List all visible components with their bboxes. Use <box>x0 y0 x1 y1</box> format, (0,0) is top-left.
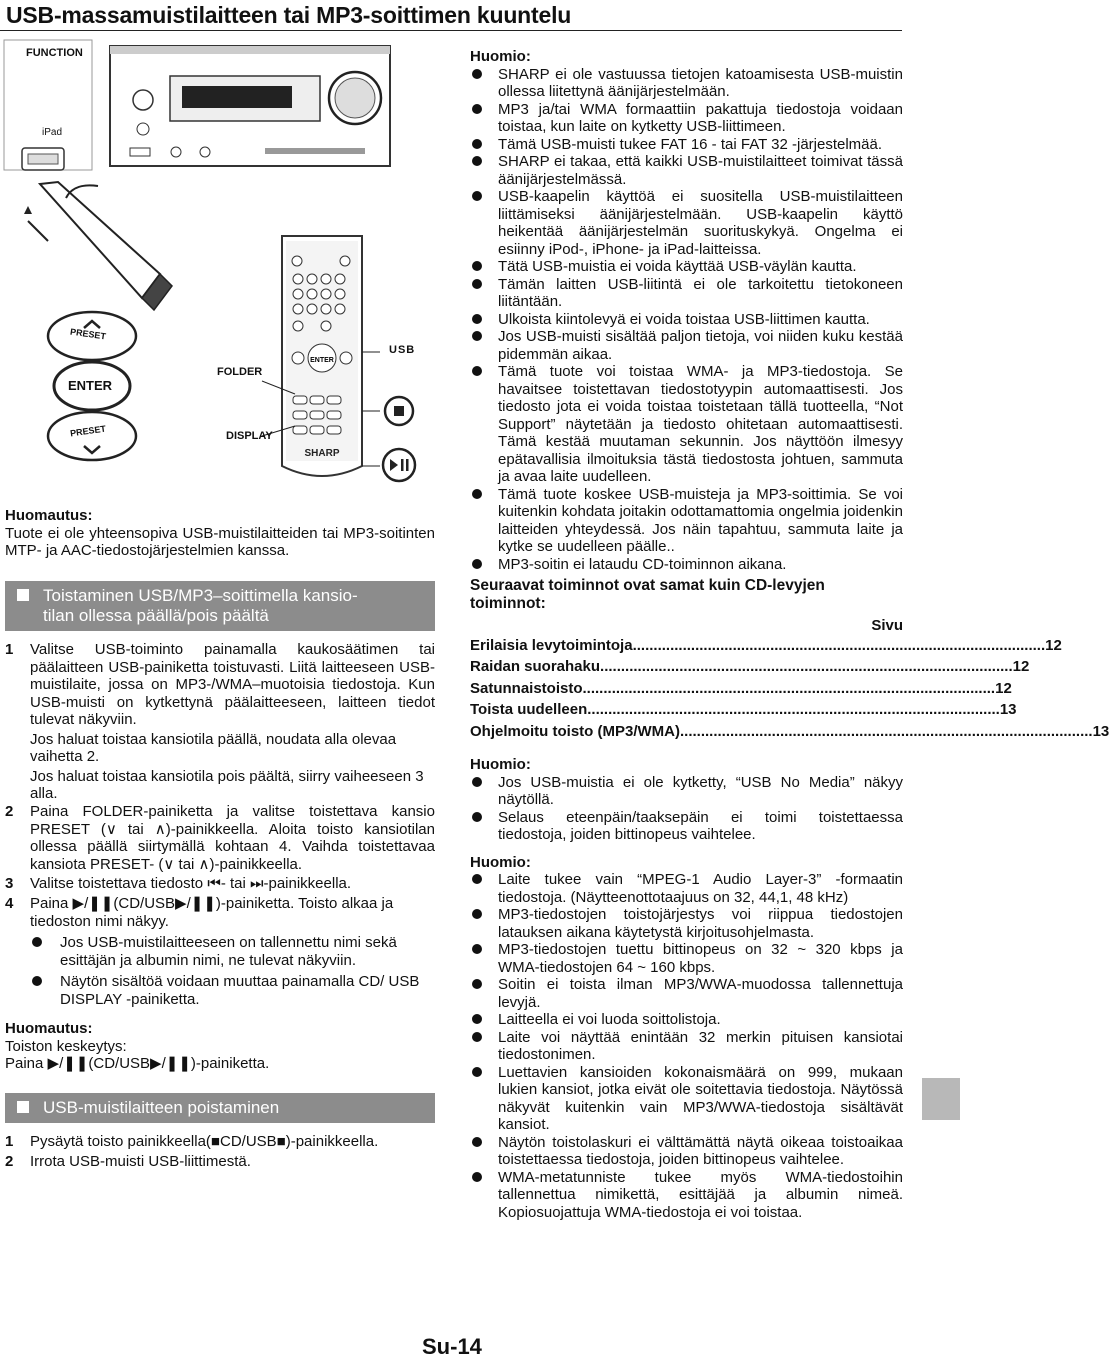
huomio3-item: Laitteella ei voi luoda soittolistoja. <box>470 1011 903 1029</box>
huomio1-item: SHARP ei takaa, että kaikki USB-muistilaitteet toimivat tässä äänijärjestelmässä. <box>470 153 903 188</box>
chapter-tab <box>922 1078 960 1120</box>
page-number: Su-14 <box>422 1334 482 1359</box>
remove-step-1-text: Pysäytä toisto painikkeella(■CD/USB■)-painikkeella. <box>30 1133 379 1150</box>
bullet-dot-icon <box>472 812 482 822</box>
title-divider <box>0 30 902 31</box>
step-4-bullet-1-text: Jos USB-muistilaitteeseen on tallennettu nimi sekä esittäjän ja albumin nimi, ne tulevat näkyviin. <box>60 934 397 969</box>
step-1-number: 1 <box>5 641 14 658</box>
step-1-extra2: Jos haluat toistaa kansiotila pois päältä, siirry vaiheeseen 3 alla. <box>30 767 424 802</box>
huomio1-item: SHARP ei ole vastuussa tietojen katoamisesta USB-muistin ollessa liitettynä äänijärjestelmään. <box>470 66 903 101</box>
step-1 <box>5 641 435 803</box>
note2 <box>5 1020 435 1073</box>
huomio3-item: Laite tukee vain “MPEG-1 Audio Layer-3” -formaatin tiedostoja. (Näytteenottotaajuus on 32, 44,1, 48 kHz) <box>470 871 903 906</box>
bullet-dot-icon <box>472 489 482 499</box>
huomio3-item: Näytön toistolaskuri ei välttämättä näytä oikeaa toistoaikaa toistettaessa tiedostoja, joiden bittinopeus vaihtelee. <box>470 1134 903 1169</box>
section-folder-mode <box>5 581 435 631</box>
step-4-bullet-2 <box>5 973 435 1008</box>
huomio3-item: Laite voi näyttää enintään 32 merkin pituisen kansiotai tiedostonimen. <box>470 1029 903 1064</box>
device-illustration <box>0 36 440 506</box>
bullet-dot-icon <box>472 1067 482 1077</box>
main-unit <box>110 46 390 166</box>
huomio3-item: MP3-tiedostojen toistojärjestys voi riippua tiedostojen latauksen aikana käytetystä kirjoitusohjelmasta. <box>470 906 903 941</box>
huomio3-item: Soitin ei toista ilman MP3/WWA-muodossa tallennettuja levyjä. <box>470 976 903 1011</box>
huomio2-list <box>470 774 903 844</box>
function-label: FUNCTION <box>26 47 83 59</box>
function-panel <box>4 40 92 170</box>
bullet-dot-icon <box>472 191 482 201</box>
bullet-dot-icon <box>472 944 482 954</box>
section1-title-line1: Toistaminen USB/MP3–soittimella kansio- <box>43 586 358 605</box>
bullet-dot-icon <box>472 1172 482 1182</box>
huomio1-item: Tämä tuote voi toistaa WMA- ja MP3-tiedostoja. Se havaitsee toistettavan tiedostotyypin automaattisesti. Jos tiedosto jota ei voida toistaa toistetaan tällä tuotteella, “Not Support” näytetään ja tiedosto ohitetaan automaattisesti. Tämä kestää muutaman sekunnin. Jos näyttöön ilmesyy epätavallisia ilmoituksia tästä tiedostosta johtuen, sammuta ja avaa laite uudelleen. <box>470 363 903 486</box>
bullet-dot-icon <box>472 777 482 787</box>
device-illustration-svg <box>0 36 440 506</box>
huomio2-item: Jos USB-muistia ei ole kytketty, “USB No Media” näkyy näytöllä. <box>470 774 903 809</box>
huomio1-item: MP3-soitin ei lataudu CD-toiminnon aikana. <box>470 556 903 574</box>
bullet-dot-icon <box>472 1032 482 1042</box>
huomio3-item: WMA-metatunniste tukee myös WMA-tiedostoihin tallennettua nimikettä, esittäjää ja albumin nimeä. Kopiosuojattuja WMA-tiedostoja ei voi toistaa. <box>470 1169 903 1222</box>
step-4-bullet-2-text: Näytön sisältöä voidaan muuttaa painamalla CD/ USB DISPLAY -painiketta. <box>60 973 420 1008</box>
bullet-dot-icon <box>472 366 482 376</box>
huomio1-list <box>470 66 903 574</box>
section-square-icon <box>17 1101 29 1113</box>
bullet-dot-icon <box>32 937 42 947</box>
bullet-dot-icon <box>472 909 482 919</box>
enter-label: ENTER <box>68 378 113 393</box>
remove-step-1 <box>5 1133 435 1151</box>
note2-line2: Paina ▶/❚❚(CD/USB▶/❚❚)-painiketta. <box>5 1055 270 1072</box>
bullet-dot-icon <box>472 331 482 341</box>
step-3-number: 3 <box>5 875 14 892</box>
sivu-label: Sivu <box>871 617 903 634</box>
bullet-dot-icon <box>472 139 482 149</box>
bullet-dot-icon <box>472 279 482 289</box>
remove-step-2 <box>5 1153 435 1171</box>
step-2-text: Paina FOLDER-painiketta ja valitse toistettava kansio PRESET (∨ tai ∧)-painikkeella. Aloita toisto kansiotilan ollessa päällä siirtymällä kohtaan 4. Vaihda toistettavaa kansiota PRESET- (∨ tai ∧)-painikkeella. <box>30 803 435 873</box>
section2-title: USB-muistilaitteen poistaminen <box>43 1098 280 1117</box>
preset-bottom-label: PRESET <box>69 423 107 439</box>
huomio1-item: Ulkoista kiintolevyä ei voida toistaa USB-liittimen kautta. <box>470 311 903 329</box>
section1-title-line2: tilan ollessa päällä/pois päältä <box>43 606 269 625</box>
bullet-dot-icon <box>472 261 482 271</box>
step-4-bullet-1 <box>5 934 435 969</box>
bullet-dot-icon <box>472 559 482 569</box>
huomio3-list <box>470 871 903 1221</box>
huomio1-item: Jos USB-muisti sisältää paljon tietoja, voi niiden kuku kestää pidemmän aikaa. <box>470 328 903 363</box>
folder-label: FOLDER <box>217 366 263 378</box>
section-square-icon <box>17 589 29 601</box>
step-2 <box>5 803 435 873</box>
step-1-extra1: Jos haluat toistaa kansiotila päällä, noudata alla olevaa vaihetta 2. <box>30 730 397 765</box>
step-4-number: 4 <box>5 895 14 912</box>
bullet-dot-icon <box>472 314 482 324</box>
toc-row: Erilaisia levytoimintoja ................................................................................................... 12 <box>470 636 1062 654</box>
note2-line1: Toiston keskeytys: <box>5 1037 127 1055</box>
remove-step-1-number: 1 <box>5 1133 14 1150</box>
preset-top-label: PRESET <box>69 326 107 342</box>
bullet-dot-icon <box>472 156 482 166</box>
note2-heading: Huomautus: <box>5 1020 93 1037</box>
step-4 <box>5 895 435 1008</box>
bullet-dot-icon <box>472 1014 482 1024</box>
huomio3-item: MP3-tiedostojen tuettu bittinopeus on 32 ~ 320 kbps ja WMA-tiedostojen 64 ~ 160 kbps. <box>470 941 903 976</box>
note1-text: Tuote ei ole yhteensopiva USB-muistilaitteiden tai MP3-soitinten MTP- ja AAC-tiedostojärjestelmien kanssa. <box>5 524 435 559</box>
toc-row: Toista uudelleen ................................................................................................... 13 <box>470 701 1017 718</box>
huomio3-heading: Huomio: <box>470 853 531 871</box>
ipad-label: iPad <box>42 127 63 138</box>
bullet-dot-icon <box>472 69 482 79</box>
page-title: USB-massamuistilaitteen tai MP3-soittimen kuuntelu <box>6 2 572 28</box>
note1-heading: Huomautus: <box>5 507 93 524</box>
bullet-dot-icon <box>472 104 482 114</box>
huomio1-item: Tämä USB-muisti tukee FAT 16 - tai FAT 32 -järjestelmää. <box>470 136 903 154</box>
huomio1-item: Tämän laitten USB-liitintä ei ole tarkoitettu tietokoneen liitäntään. <box>470 276 903 311</box>
remove-step-2-number: 2 <box>5 1153 14 1170</box>
remote-control <box>262 236 380 476</box>
step-4-text: Paina ▶/❚❚(CD/USB▶/❚❚)-painiketta. Toisto alkaa ja tiedoston nimi näkyy. <box>30 895 394 930</box>
step-1-text: Valitse USB-toiminto painamalla kaukosäätimen tai päälaitteen USB-painiketta toistuvasti. Liitä laitteeseen USB-muistilaite, jossa on MP3-/WMA–muotoisia tiedostoja. Kun USB-muisti on kytkettynä päälaitteeseen, laitteen tiedot tulevat näkyviin. <box>30 641 435 728</box>
note1 <box>5 507 435 560</box>
remove-step-2-text: Irrota USB-muisti USB-liittimestä. <box>30 1153 251 1170</box>
same-functions-heading: Seuraavat toiminnot ovat samat kuin CD-levyjen toiminnot: <box>470 577 825 612</box>
huomio2-heading: Huomio: <box>470 756 531 773</box>
toc-list <box>470 635 1109 743</box>
bullet-dot-icon <box>472 979 482 989</box>
section-remove-usb <box>5 1093 435 1123</box>
toc-row: Raidan suorahaku ................................................................................................... 12 <box>470 658 1030 675</box>
huomio2-item: Selaus eteenpäin/taaksepäin ei toimi toistettaessa tiedostoja, joiden bittinopeus vaihtelee. <box>470 809 903 844</box>
display-label: DISPLAY <box>226 430 273 442</box>
huomio1-heading: Huomio: <box>470 48 531 65</box>
bullet-dot-icon <box>32 976 42 986</box>
step-3 <box>5 875 435 893</box>
huomio3-item: Luettavien kansioiden kokonaismäärä on 999, mukaan lukien kansiot, jotka eivät ole soitettavia tiedostoja. Näytössä näkyvät kuitenkin vain MP3/WWA-tiedostoja sisältävät kansiot. <box>470 1064 903 1134</box>
toc-row: Ohjelmoitu toisto (MP3/WMA) ................................................................................................... 13 <box>470 722 1109 740</box>
step-2-number: 2 <box>5 803 14 820</box>
toc-row: Satunnaistoisto ................................................................................................... 12 <box>470 679 1012 697</box>
huomio1-item: Tämä tuote koskee USB-muisteja ja MP3-soittimia. Se voi kuitenkin kohdata joitakin odottamattomia ongelmia joidenkin laitteiden yhteydessä. Jos näin tapahtuu, sammuta laite ja kytke se uudelleen päälle.. <box>470 486 903 556</box>
usb-stick <box>24 182 172 310</box>
huomio1-item: USB-kaapelin käyttöä ei suositella USB-muistilaitteen liittämiseksi äänijärjestelmään. USB-kaapelin käyttö heikentää äänijärjestelmän suorituskykyä. Ongelma ei esiinny iPod-, iPhone- ja iPad-laitteissa. <box>470 188 903 258</box>
usb-label: USB <box>389 344 416 356</box>
huomio1-item: MP3 ja/tai WMA formaattiin pakattuja tiedostoja voidaan toistaa, kun laite on kytketty USB-liittimeen. <box>470 101 903 136</box>
bullet-dot-icon <box>472 874 482 884</box>
svg-text:ENTER: ENTER <box>310 357 334 364</box>
step-3-text: Valitse toistettava tiedosto ⏮- tai ⏭-painikkeella. <box>30 875 352 892</box>
bullet-dot-icon <box>472 1137 482 1147</box>
svg-text:SHARP: SHARP <box>304 448 340 459</box>
right-column <box>470 48 1109 1221</box>
huomio1-item: Tätä USB-muistia ei voida käyttää USB-väylän kautta. <box>470 258 903 276</box>
usb-side-buttons <box>383 397 415 481</box>
